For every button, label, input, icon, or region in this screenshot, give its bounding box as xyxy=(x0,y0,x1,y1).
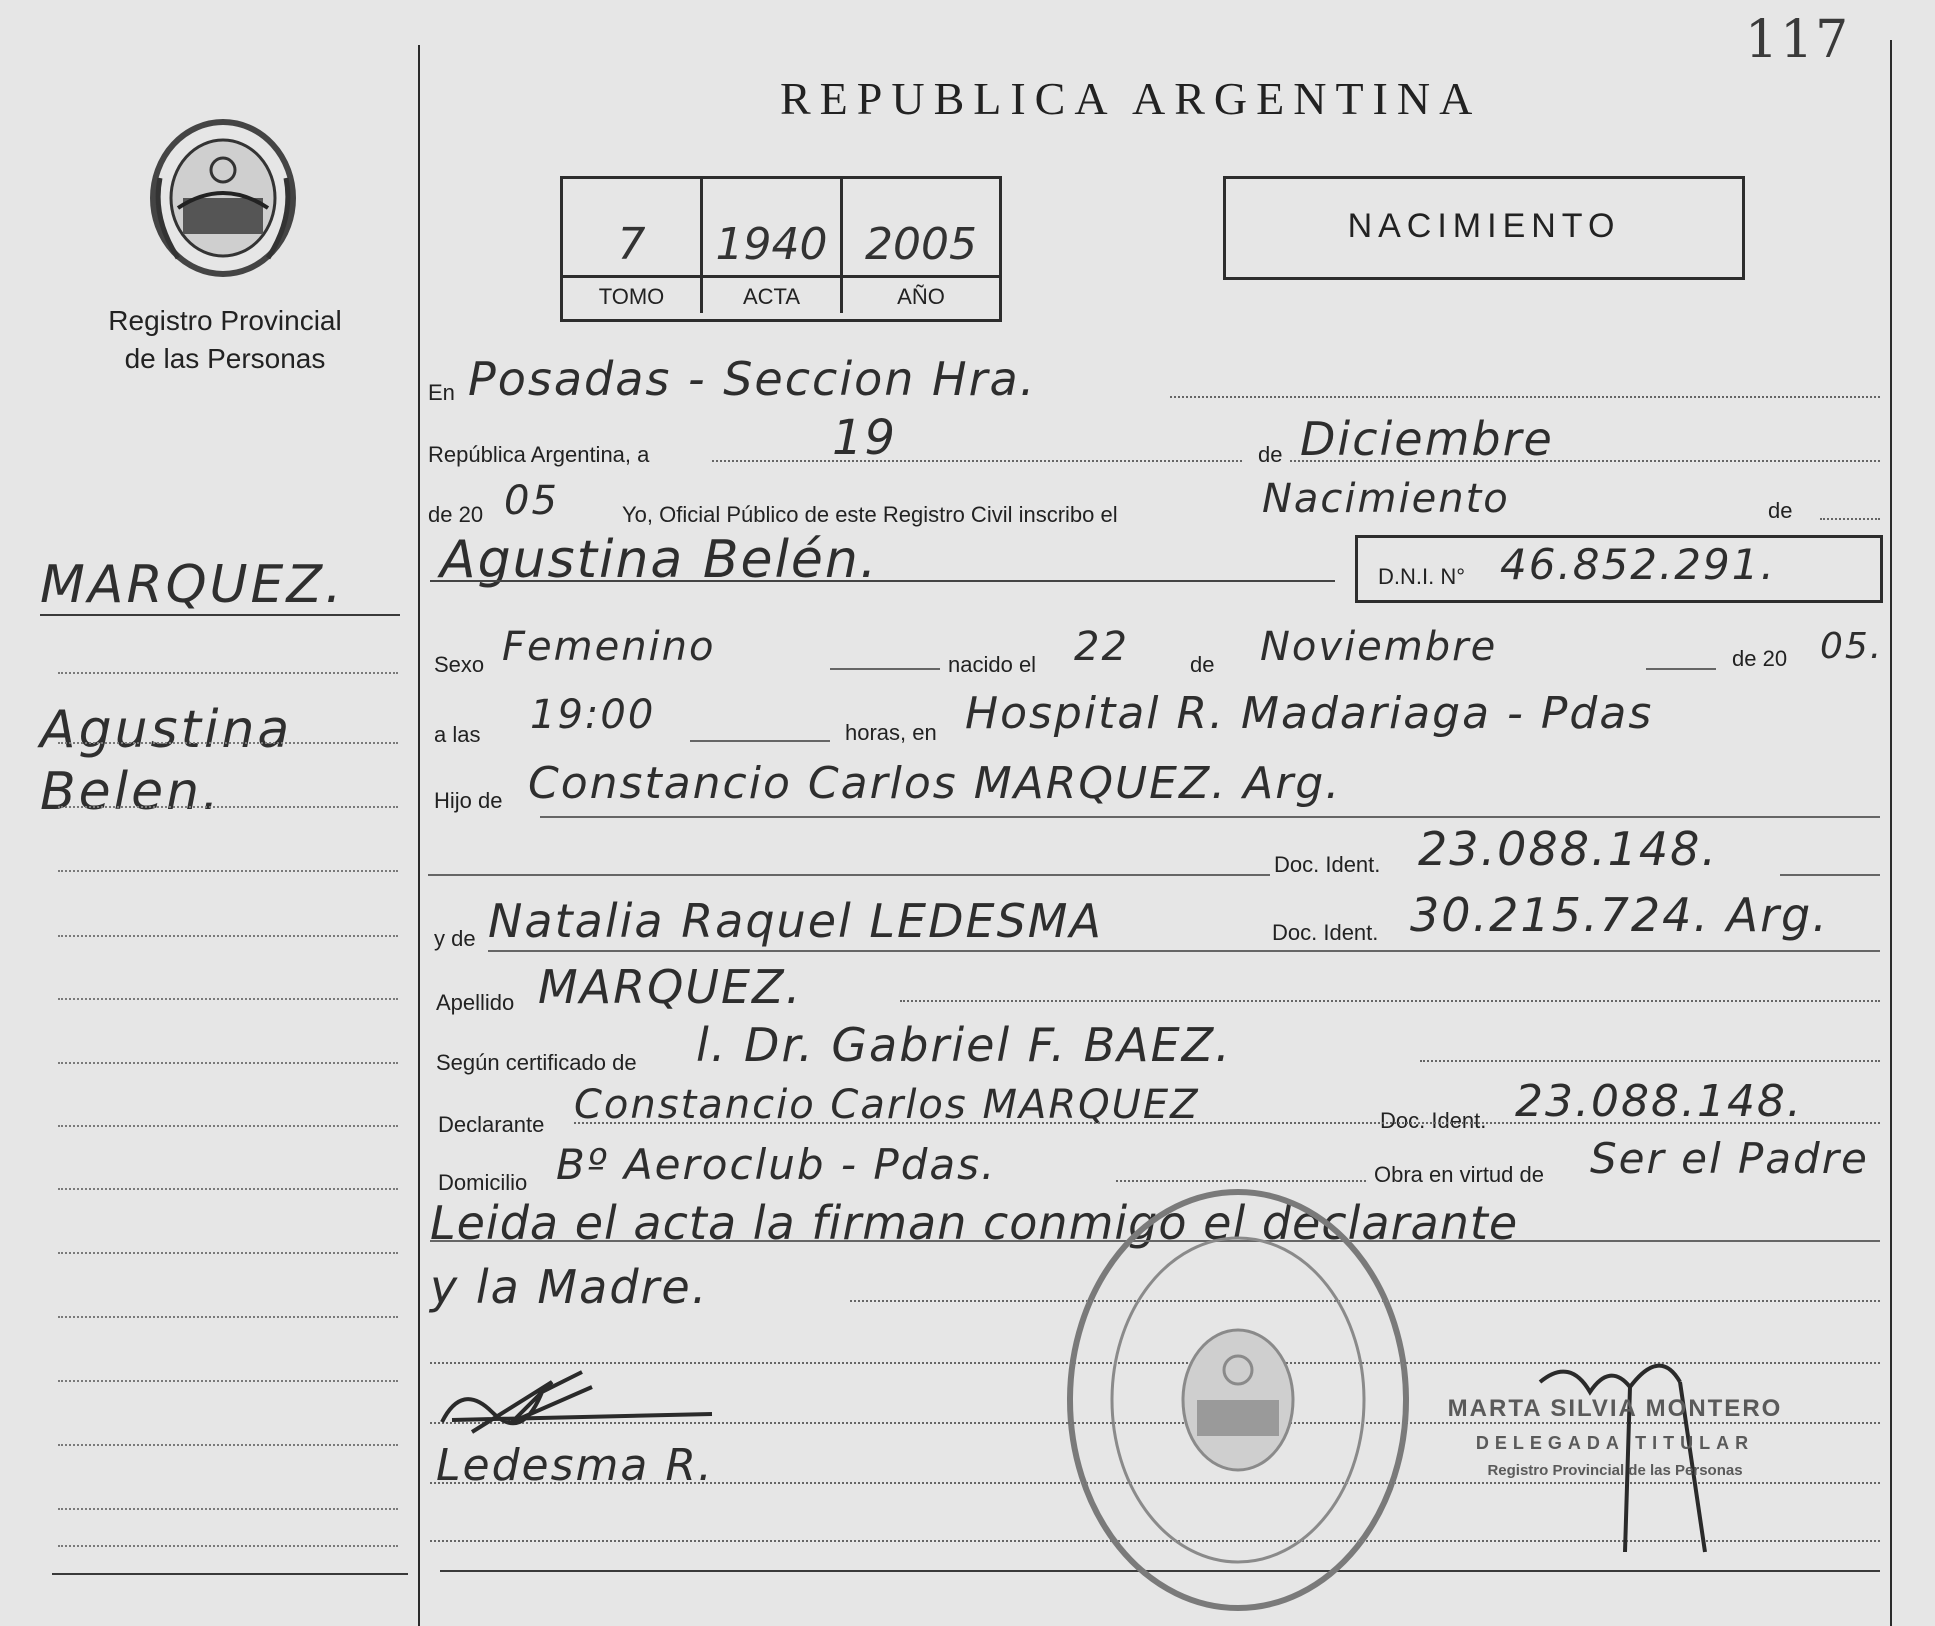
tomo-cell xyxy=(563,179,703,313)
anio-cell xyxy=(843,179,999,313)
doc1-label: Doc. Ident. xyxy=(1274,852,1381,877)
de-mes-line xyxy=(1290,460,1880,462)
de-final-label: de xyxy=(1768,498,1793,523)
horas-label: horas, en xyxy=(845,720,937,745)
hijo-label: Hijo de xyxy=(434,788,503,813)
yo-value: Nacimiento xyxy=(1262,476,1510,522)
page-title: REPUBLICA ARGENTINA xyxy=(780,73,1482,124)
margin-line xyxy=(58,998,398,1000)
margin-line xyxy=(58,1508,398,1510)
dni-value: 46.852.291. xyxy=(1500,540,1776,589)
sexo-line xyxy=(830,668,940,670)
right-border-line xyxy=(1890,40,1892,1626)
declarante-value: Constancio Carlos MARQUEZ xyxy=(574,1082,1200,1128)
sexo-value: Femenino xyxy=(502,624,716,670)
left-signature-name: Ledesma R. xyxy=(436,1440,714,1491)
de-mes-value: Diciembre xyxy=(1300,412,1554,466)
margin-line xyxy=(58,1252,398,1254)
doc2-value: 30.215.724. Arg. xyxy=(1410,888,1829,942)
en-label: En xyxy=(428,380,455,405)
hijo-line xyxy=(540,816,1880,818)
horas-value: Hospital R. Madariaga - Pdas xyxy=(965,688,1654,739)
margin-line xyxy=(58,1380,398,1382)
madre-value: Natalia Raquel LEDESMA xyxy=(488,894,1103,948)
registry-number-box xyxy=(560,176,1002,322)
yo-label: Yo, Oficial Público de este Registro Civil inscribo el xyxy=(622,502,1118,527)
de20b-label: de 20 xyxy=(1732,646,1788,671)
observations-line-2: y la Madre. xyxy=(430,1260,709,1314)
a-las-line xyxy=(690,740,830,742)
official-office: Registro Provincial de las Personas xyxy=(1487,1462,1743,1479)
official-round-stamp-icon xyxy=(1062,1185,1414,1615)
doc3-label: Doc. Ident. xyxy=(1380,1108,1487,1133)
margin-surname-underline xyxy=(40,614,400,616)
de20-value: 05 xyxy=(504,478,559,524)
de-mes-label: de xyxy=(1258,442,1283,467)
nombre-value: Agustina Belén. xyxy=(440,530,879,590)
doc1-line-end xyxy=(1780,874,1880,876)
doc1-line xyxy=(428,874,1270,876)
de20-label: de 20 xyxy=(428,502,484,527)
office-name-line-2: de las Personas xyxy=(124,343,326,374)
de-mes2-value: Noviembre xyxy=(1260,624,1498,670)
margin-line xyxy=(58,806,398,808)
certificado-line xyxy=(1420,1060,1880,1062)
obra-value: Ser el Padre xyxy=(1590,1134,1869,1183)
tomo-value: 7 xyxy=(617,219,646,270)
sexo-label: Sexo xyxy=(434,652,485,677)
page-number: 117 xyxy=(1745,10,1851,70)
margin-given-name-1: Agustina xyxy=(40,700,293,760)
domicilio-value: Bº Aeroclub - Pdas. xyxy=(556,1140,997,1189)
acta-cell xyxy=(703,179,843,313)
obra-label: Obra en virtud de xyxy=(1374,1162,1544,1187)
nacido-label: nacido el xyxy=(948,652,1037,677)
apellido-label: Apellido xyxy=(436,990,515,1015)
margin-line xyxy=(58,672,398,674)
domicilio-label: Domicilio xyxy=(438,1170,528,1195)
margin-surname: MARQUEZ. xyxy=(40,555,345,615)
nacido-value: 22 xyxy=(1074,624,1129,670)
de-final-line xyxy=(1820,518,1880,520)
office-name-line-1: Registro Provincial xyxy=(108,305,342,336)
dni-label: D.N.I. N° xyxy=(1378,564,1466,589)
official-signature-stamp xyxy=(1420,1395,1810,1479)
de20b-value: 05. xyxy=(1820,626,1884,667)
nombre-line xyxy=(430,580,1335,582)
domicilio-line xyxy=(1116,1180,1366,1182)
signature-scrawl-icon xyxy=(432,1362,732,1442)
de-mes2-label: de xyxy=(1190,652,1215,677)
doc2-label: Doc. Ident. xyxy=(1272,920,1379,945)
a-line xyxy=(712,460,1242,462)
office-name xyxy=(60,302,390,378)
acta-label: ACTA xyxy=(703,275,840,316)
provincial-seal-icon xyxy=(148,118,298,278)
a-las-label: a las xyxy=(434,722,481,747)
margin-line xyxy=(58,742,398,744)
tomo-label: TOMO xyxy=(563,275,700,316)
doc1-value: 23.088.148. xyxy=(1418,822,1718,876)
record-type-box: NACIMIENTO xyxy=(1223,176,1745,280)
official-role: DELEGADA TITULAR xyxy=(1475,1433,1755,1453)
doc3-value: 23.088.148. xyxy=(1515,1076,1803,1127)
margin-line xyxy=(58,1444,398,1446)
margin-line xyxy=(58,870,398,872)
madre-label: y de xyxy=(434,926,476,951)
margin-bottom-rule xyxy=(52,1573,408,1575)
official-name: MARTA SILVIA MONTERO xyxy=(1447,1395,1783,1422)
certificado-value: l. Dr. Gabriel F. BAEZ. xyxy=(696,1018,1232,1072)
margin-line xyxy=(58,1188,398,1190)
margin-line xyxy=(58,1062,398,1064)
apellido-value: MARQUEZ. xyxy=(538,960,803,1014)
declarante-label: Declarante xyxy=(438,1112,545,1137)
margin-line xyxy=(58,1316,398,1318)
anio-label: AÑO xyxy=(843,275,999,316)
margin-given-name-2: Belen. xyxy=(40,762,222,822)
de-mes2-line xyxy=(1646,668,1716,670)
en-line xyxy=(1170,396,1880,398)
declarante-line xyxy=(574,1122,1880,1124)
observations-line-1: Leida el acta la firman conmigo el declarante xyxy=(430,1196,1519,1250)
margin-line xyxy=(58,1125,398,1127)
a-las-value: 19:00 xyxy=(530,692,656,738)
acta-value: 1940 xyxy=(715,219,828,270)
certificado-label: Según certificado de xyxy=(436,1050,637,1075)
anio-value: 2005 xyxy=(865,219,977,270)
madre-line xyxy=(488,950,1880,952)
margin-line xyxy=(58,1545,398,1547)
hijo-value: Constancio Carlos MARQUEZ. Arg. xyxy=(528,758,1342,809)
en-value: Posadas - Seccion Hra. xyxy=(468,352,1037,406)
a-label: República Argentina, a xyxy=(428,442,650,467)
apellido-line xyxy=(900,1000,1880,1002)
margin-line xyxy=(58,935,398,937)
a-value: 19 xyxy=(832,410,898,466)
margin-divider-line xyxy=(418,45,420,1626)
